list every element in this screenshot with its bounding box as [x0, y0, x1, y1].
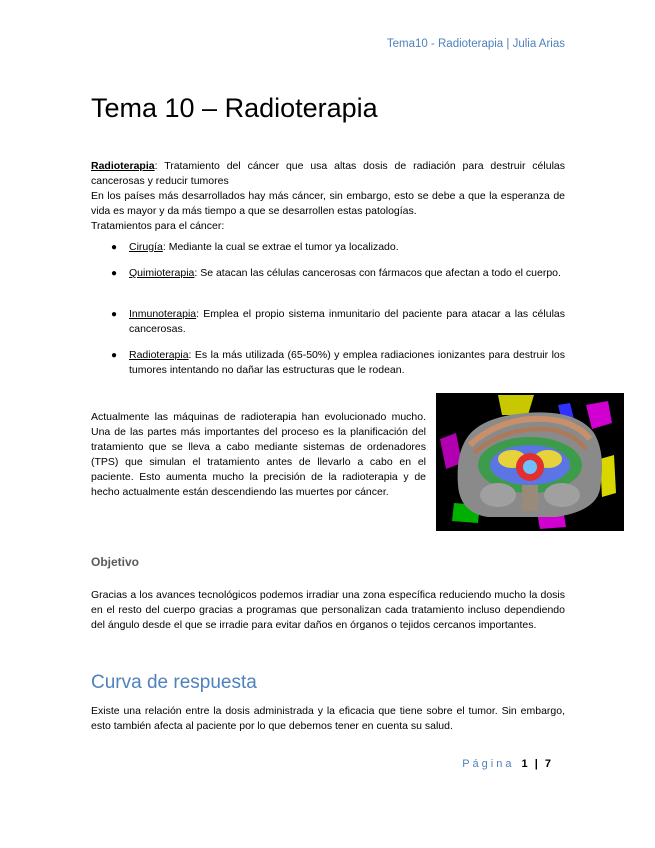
- ct-dose-map-illustration: [436, 393, 624, 531]
- intro-term: Radioterapia: [91, 160, 155, 172]
- treatment-text: : Mediante la cual se extrae el tumor ya localizado.: [162, 241, 399, 253]
- page-total: 7: [544, 758, 551, 770]
- intro-definition: [91, 159, 565, 189]
- bullet-icon: ●: [111, 350, 118, 361]
- machines-paragraph: Actualmente las máquinas de radioterapia han evolucionado mucho. Una de las partes más importantes del proceso es la planificación del tratamiento que se lleva a cabo mediante sistemas de ordenadores (TPS) que simulan el tratamiento antes de llevarlo a cabo en el paciente. Esto aumenta mucho la precisión de la radioterapia y de hecho actualmente están descendiendo las muertes por cáncer.: [91, 411, 426, 498]
- page-footer: [462, 758, 551, 770]
- page-number: 1: [521, 758, 528, 770]
- list-item: [91, 307, 565, 337]
- treatment-name: Inmunoterapia: [129, 308, 197, 320]
- treatment-name: Radioterapia: [129, 349, 189, 361]
- radiotherapy-plan-image: [436, 393, 624, 531]
- treatments-label: Tratamientos para el cáncer:: [91, 220, 225, 232]
- list-item: [91, 240, 565, 255]
- curva-paragraph: Existe una relación entre la dosis administrada y la eficacia que tiene sobre el tumor. Sin embargo, esto también afecta al paciente por lo que debemos tener en cuenta su salud.: [91, 705, 565, 732]
- bullet-icon: ●: [111, 309, 118, 320]
- treatment-text: : Se atacan las células cancerosas con fármacos que afectan a todo el cuerpo.: [194, 267, 561, 279]
- bullet-icon: ●: [111, 242, 118, 253]
- treatment-name: Cirugía: [129, 241, 163, 253]
- curva-heading: Curva de respuesta: [91, 672, 257, 693]
- list-item: [91, 266, 565, 281]
- objetivo-paragraph: Gracias a los avances tecnológicos podemos irradiar una zona específica reduciendo mucho la dosis en el resto del cuerpo gracias a programas que personalizan cada tratamiento incluso dependiendo del ángulo desde el que se irradie para evitar daños en órganos o tejidos cercanos importantes.: [91, 589, 565, 631]
- treatment-text: : Es la más utilizada (65-50%) y emplea radiaciones ionizantes para destruir los tumores intentando no dañar las estructuras que le rodean.: [129, 349, 565, 376]
- page-separator: |: [534, 758, 538, 770]
- list-item: [91, 348, 565, 378]
- document-title: Tema 10 – Radioterapia: [91, 93, 378, 123]
- treatment-name: Quimioterapia: [129, 267, 195, 279]
- page-label: Página: [462, 758, 515, 770]
- page-header: Tema10 - Radioterapia | Julia Arias: [386, 38, 565, 50]
- objetivo-heading: Objetivo: [91, 555, 140, 569]
- treatment-text: : Emplea el propio sistema inmunitario del paciente para atacar a las células cancerosas.: [129, 308, 565, 335]
- intro-definition-text: : Tratamiento del cáncer que usa altas dosis de radiación para destruir células cancerosas y reducir tumores: [91, 160, 565, 187]
- intro-paragraph: En los países más desarrollados hay más cáncer, sin embargo, esto se debe a que la esperanza de vida es mayor y da más tiempo a que se desarrollen estas patologías.: [91, 190, 565, 217]
- bullet-icon: ●: [111, 268, 118, 279]
